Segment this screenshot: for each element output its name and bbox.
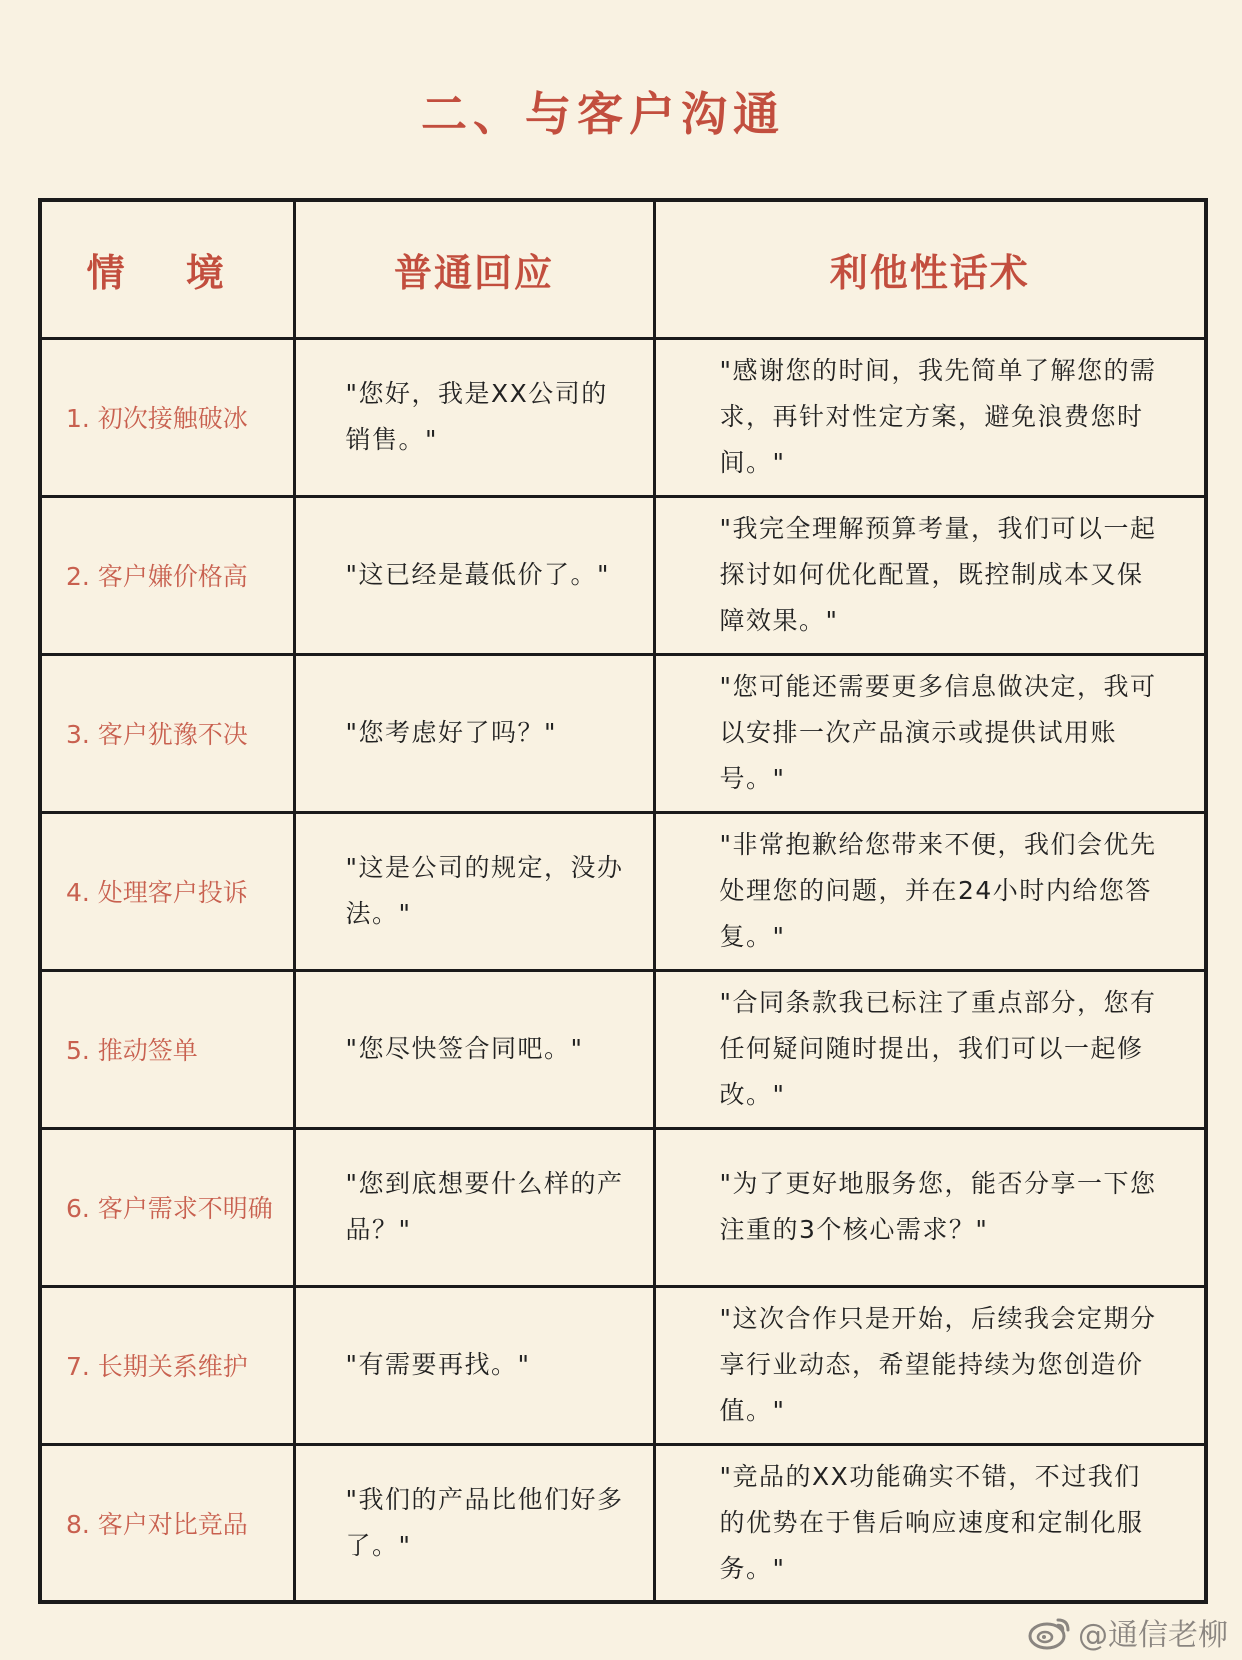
normal-response-cell: "这是公司的规定，没办法。" xyxy=(294,812,654,970)
altruistic-script-cell: "感谢您的时间，我先简单了解您的需求，再针对性定方案，避免浪费您时间。" xyxy=(654,338,1206,496)
table-row xyxy=(40,496,1206,654)
weibo-icon xyxy=(1028,1614,1072,1650)
watermark xyxy=(1028,1610,1228,1654)
altruistic-script-cell: "我完全理解预算考量，我们可以一起探讨如何优化配置，既控制成本又保障效果。" xyxy=(654,496,1206,654)
normal-response-cell: "这已经是蕞低价了。" xyxy=(294,496,654,654)
header-altruistic-script: 利他性话术 xyxy=(654,200,1206,338)
header-situation: 情 境 xyxy=(40,200,294,338)
situation-cell: 5. 推动签单 xyxy=(40,970,294,1128)
normal-response-cell: "您好，我是XX公司的销售。" xyxy=(294,338,654,496)
altruistic-script-cell: "为了更好地服务您，能否分享一下您注重的3个核心需求？" xyxy=(654,1128,1206,1286)
table-row xyxy=(40,338,1206,496)
normal-response-cell: "您到底想要什么样的产品？" xyxy=(294,1128,654,1286)
table-row xyxy=(40,1128,1206,1286)
altruistic-script-cell: "合同条款我已标注了重点部分，您有任何疑问随时提出，我们可以一起修改。" xyxy=(654,970,1206,1128)
watermark-text: @通信老柳 xyxy=(1078,1618,1228,1653)
comparison-table xyxy=(38,198,1208,1604)
altruistic-script-cell: "这次合作只是开始，后续我会定期分享行业动态，希望能持续为您创造价值。" xyxy=(654,1286,1206,1444)
situation-cell: 2. 客户嫌价格高 xyxy=(40,496,294,654)
situation-cell: 1. 初次接触破冰 xyxy=(40,338,294,496)
altruistic-script-cell: "竞品的XX功能确实不错，不过我们的优势在于售后响应速度和定制化服务。" xyxy=(654,1444,1206,1602)
normal-response-cell: "您尽快签合同吧。" xyxy=(294,970,654,1128)
table-row xyxy=(40,1286,1206,1444)
situation-cell: 8. 客户对比竞品 xyxy=(40,1444,294,1602)
altruistic-script-cell: "您可能还需要更多信息做决定，我可以安排一次产品演示或提供试用账号。" xyxy=(654,654,1206,812)
header-normal-response: 普通回应 xyxy=(294,200,654,338)
altruistic-script-cell: "非常抱歉给您带来不便，我们会优先处理您的问题，并在24小时内给您答复。" xyxy=(654,812,1206,970)
table-header-row xyxy=(40,200,1206,338)
table-row xyxy=(40,812,1206,970)
table-row xyxy=(40,970,1206,1128)
table-row xyxy=(40,1444,1206,1602)
normal-response-cell: "我们的产品比他们好多了。" xyxy=(294,1444,654,1602)
table-row xyxy=(40,654,1206,812)
page-title: 二、与客户沟通 xyxy=(421,87,785,141)
situation-cell: 3. 客户犹豫不决 xyxy=(40,654,294,812)
situation-cell: 7. 长期关系维护 xyxy=(40,1286,294,1444)
normal-response-cell: "有需要再找。" xyxy=(294,1286,654,1444)
normal-response-cell: "您考虑好了吗？" xyxy=(294,654,654,812)
situation-cell: 6. 客户需求不明确 xyxy=(40,1128,294,1286)
situation-cell: 4. 处理客户投诉 xyxy=(40,812,294,970)
